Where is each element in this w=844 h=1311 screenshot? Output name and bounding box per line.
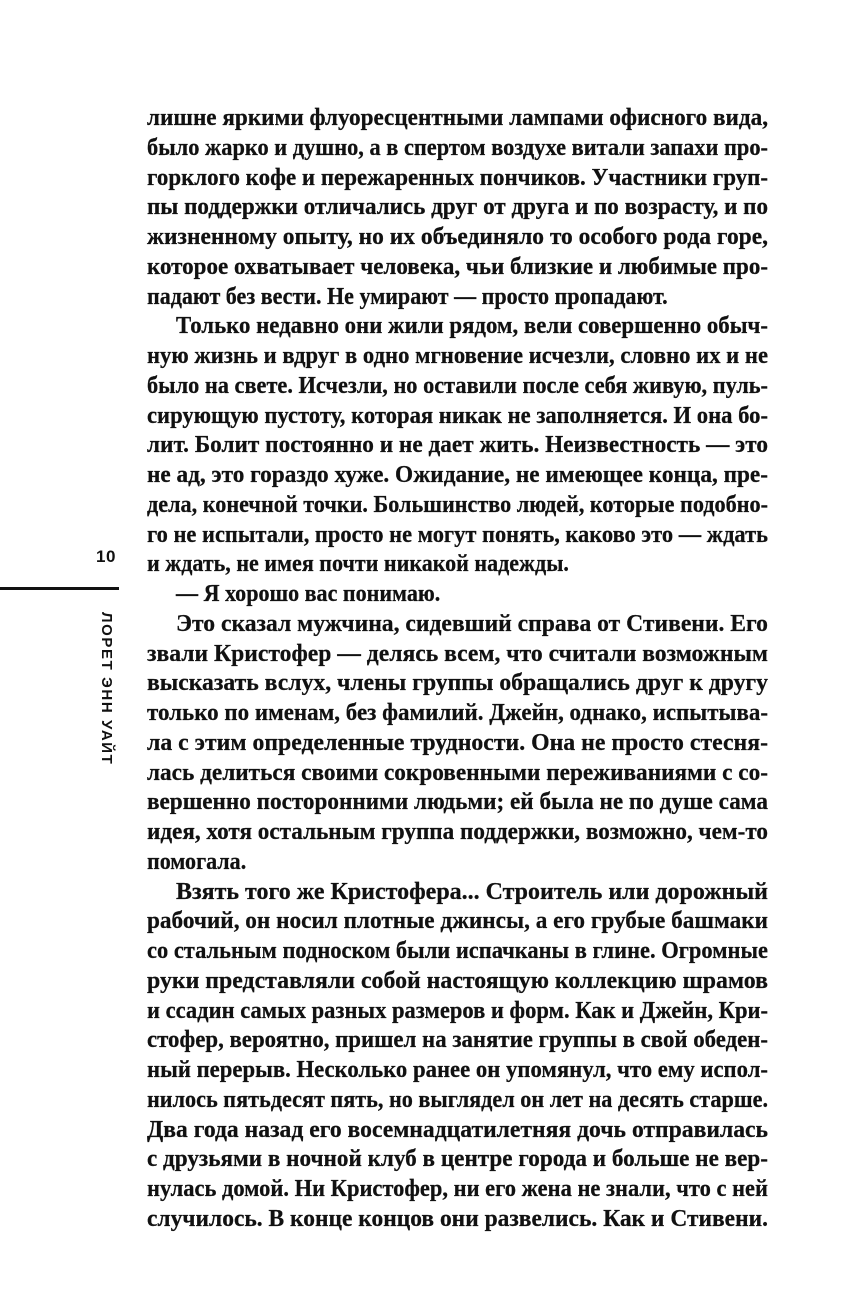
text-line (147, 401, 768, 431)
text-line (147, 698, 768, 728)
text-line-content: рабочий, он носил плотные джинсы, а его грубые башмаки (147, 907, 768, 935)
text-line (147, 549, 768, 579)
text-line (147, 460, 768, 490)
text-line (147, 579, 768, 609)
text-line (147, 1025, 768, 1055)
text-line (147, 996, 768, 1026)
text-line (147, 341, 768, 371)
text-line-content: Только недавно они жили рядом, вели совершенно обыч- (176, 312, 768, 340)
text-line-content: и ждать, не имея почти никакой надежды. (147, 550, 569, 578)
text-line (147, 311, 768, 341)
text-line (147, 609, 768, 639)
text-line-content: нилось пятьдесят пять, но выглядел он лет на десять старше. (147, 1085, 768, 1113)
text-line (147, 639, 768, 669)
body-text (147, 103, 768, 1234)
text-line-content: не ад, это гораздо хуже. Ожидание, не имеющее конца, пре- (147, 461, 768, 488)
text-line-content: сирующую пустоту, которая никак не заполняется. И она бо- (147, 401, 768, 429)
text-line (147, 222, 768, 252)
text-line-content: было жарко и душно, а в спертом воздухе витали запахи про- (147, 133, 768, 161)
text-line-content: го не испытали, просто не могут понять, каково это — ждать (147, 520, 768, 548)
text-line-content: дела, конечной точки. Большинство людей, которые подобно- (147, 490, 768, 518)
text-line-content: лась делиться своими сокровенными переживаниями с со- (147, 758, 768, 786)
text-line-content: случилось. В конце концов они развелись. Как и Стивени. (147, 1204, 768, 1232)
text-line-content: звали Кристофер — делясь всем, что считали возможным (147, 639, 768, 667)
text-line-content: вершенно посторонними людьми; ей была не по душе сама (147, 788, 768, 816)
text-line (147, 817, 768, 847)
text-line-content: ла с этим определенные трудности. Она не просто стесня- (147, 728, 768, 756)
text-line (147, 1144, 768, 1174)
text-line-content: руки представляли собой настоящую коллекцию шрамов (147, 966, 768, 994)
text-line-content: Это сказал мужчина, сидевший справа от Стивени. Его (176, 609, 768, 637)
text-line (147, 1055, 768, 1085)
text-line-content: лишне яркими флуоресцентными лампами офисного вида, (147, 104, 768, 131)
text-line (147, 1174, 768, 1204)
author-name: ЛОРЕТ ЭНН УАЙТ (98, 612, 115, 766)
running-head (97, 612, 115, 766)
text-line-content: стофер, вероятно, пришел на занятие группы в свой обеден- (147, 1026, 768, 1054)
text-line-content: высказать вслух, члены группы обращались друг к другу (147, 669, 768, 697)
text-line (147, 282, 768, 312)
margin-rule (0, 587, 119, 590)
text-line-content: — Я хорошо вас понимаю. (176, 580, 441, 607)
text-line (147, 787, 768, 817)
text-line-content: со стальным подноском были испачканы в глине. Огромные (147, 937, 768, 964)
text-line-content: нулась домой. Ни Кристофер, ни его жена не знали, что с ней (147, 1175, 768, 1202)
text-line (147, 758, 768, 788)
text-line (147, 1085, 768, 1115)
text-line-content: горклого кофе и пережаренных пончиков. Участники груп- (147, 163, 768, 191)
text-line-content: жизненному опыту, но их объединяло то особого рода горе, (147, 223, 768, 250)
text-line-content: и ссадин самых разных размеров и форм. Как и Джейн, Кри- (147, 996, 768, 1024)
text-line-content: Два года назад его восемнадцатилетняя дочь отправилась (147, 1115, 768, 1143)
page-number: 10 (96, 547, 116, 566)
text-line-content: идея, хотя остальным группа поддержки, возможно, чем-то (147, 818, 768, 845)
text-line (147, 252, 768, 282)
text-line-content: лит. Болит постоянно и не дает жить. Неизвестность — это (147, 431, 768, 459)
text-line-content: было на свете. Исчезли, но оставили после себя живую, пуль- (147, 371, 768, 399)
text-line (147, 936, 768, 966)
text-line (147, 192, 768, 222)
text-line (147, 1204, 768, 1234)
text-line-content: Взять того же Кристофера... Строитель или дорожный (176, 877, 768, 905)
text-line (147, 728, 768, 758)
text-line (147, 668, 768, 698)
text-line (147, 490, 768, 520)
text-line-content: падают без вести. Не умирают — просто пропадают. (147, 282, 668, 310)
text-line-content: с друзьями в ночной клуб в центре города и больше не вер- (147, 1145, 768, 1173)
text-line (147, 163, 768, 193)
text-line (147, 133, 768, 163)
text-line-content: пы поддержки отличались друг от друга и по возрасту, и по (147, 193, 768, 221)
text-line-content: которое охватывает человека, чьи близкие и любимые про- (147, 252, 768, 280)
text-line (147, 1115, 768, 1145)
text-line-content: ный перерыв. Несколько ранее он упомянул, что ему испол- (147, 1056, 768, 1083)
text-line (147, 103, 768, 133)
text-line (147, 520, 768, 550)
text-line (147, 430, 768, 460)
text-line-content: ную жизнь и вдруг в одно мгновение исчезли, словно их и не (147, 342, 768, 369)
text-line (147, 906, 768, 936)
text-line-content: только по именам, без фамилий. Джейн, однако, испытыва- (147, 699, 768, 726)
text-line (147, 847, 768, 877)
text-line (147, 371, 768, 401)
text-line (147, 966, 768, 996)
text-line-content: помогала. (147, 847, 247, 875)
text-line (147, 877, 768, 907)
